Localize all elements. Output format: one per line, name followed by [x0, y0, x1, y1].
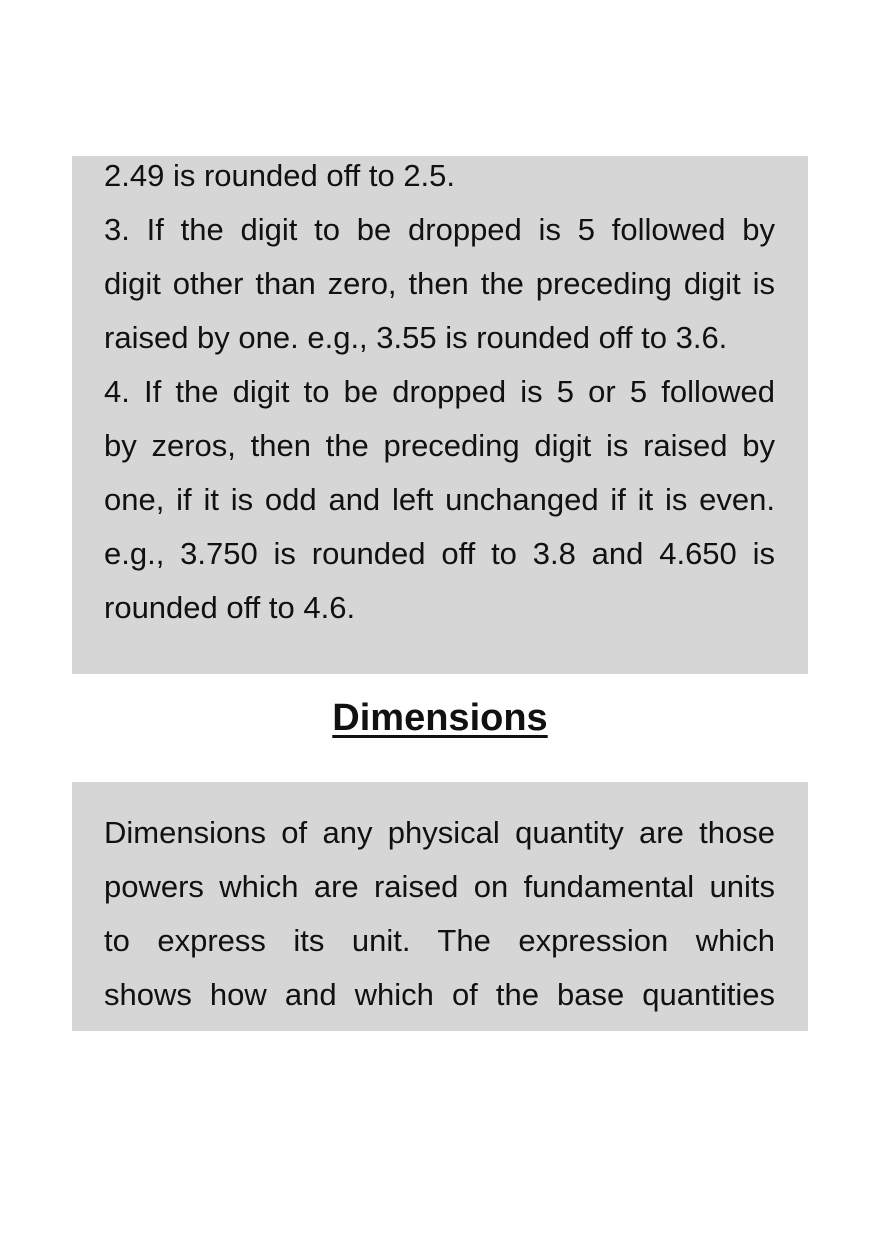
- text-line: raised by one. e.g., 3.55 is rounded off to 3.6.: [104, 320, 728, 355]
- text-line: shows how and which of the base quantities: [104, 977, 775, 1012]
- text-line: 4. If the digit to be dropped is 5 or 5 followed: [104, 374, 775, 409]
- section-heading-text: Dimensions: [332, 697, 548, 739]
- text-line: powers which are raised on fundamental units: [104, 869, 775, 904]
- text-line: rounded off to 4.6.: [104, 590, 356, 625]
- text-line: e.g., 3.750 is rounded off to 3.8 and 4.650 is: [104, 536, 775, 571]
- text-line: to express its unit. The expression which: [104, 923, 775, 958]
- section-heading: [0, 694, 880, 742]
- text-line: 2.49 is rounded off to 2.5.: [104, 158, 456, 193]
- text-line: by zeros, then the preceding digit is raised by: [104, 428, 775, 463]
- rounding-rules-box: [72, 156, 808, 674]
- text-line: Dimensions of any physical quantity are those: [104, 815, 775, 850]
- text-line: 3. If the digit to be dropped is 5 followed by: [104, 212, 775, 247]
- text-line: one, if it is odd and left unchanged if it is even.: [104, 482, 775, 517]
- text-line: digit other than zero, then the preceding digit is: [104, 266, 775, 301]
- dimensions-definition-box: [72, 782, 808, 1031]
